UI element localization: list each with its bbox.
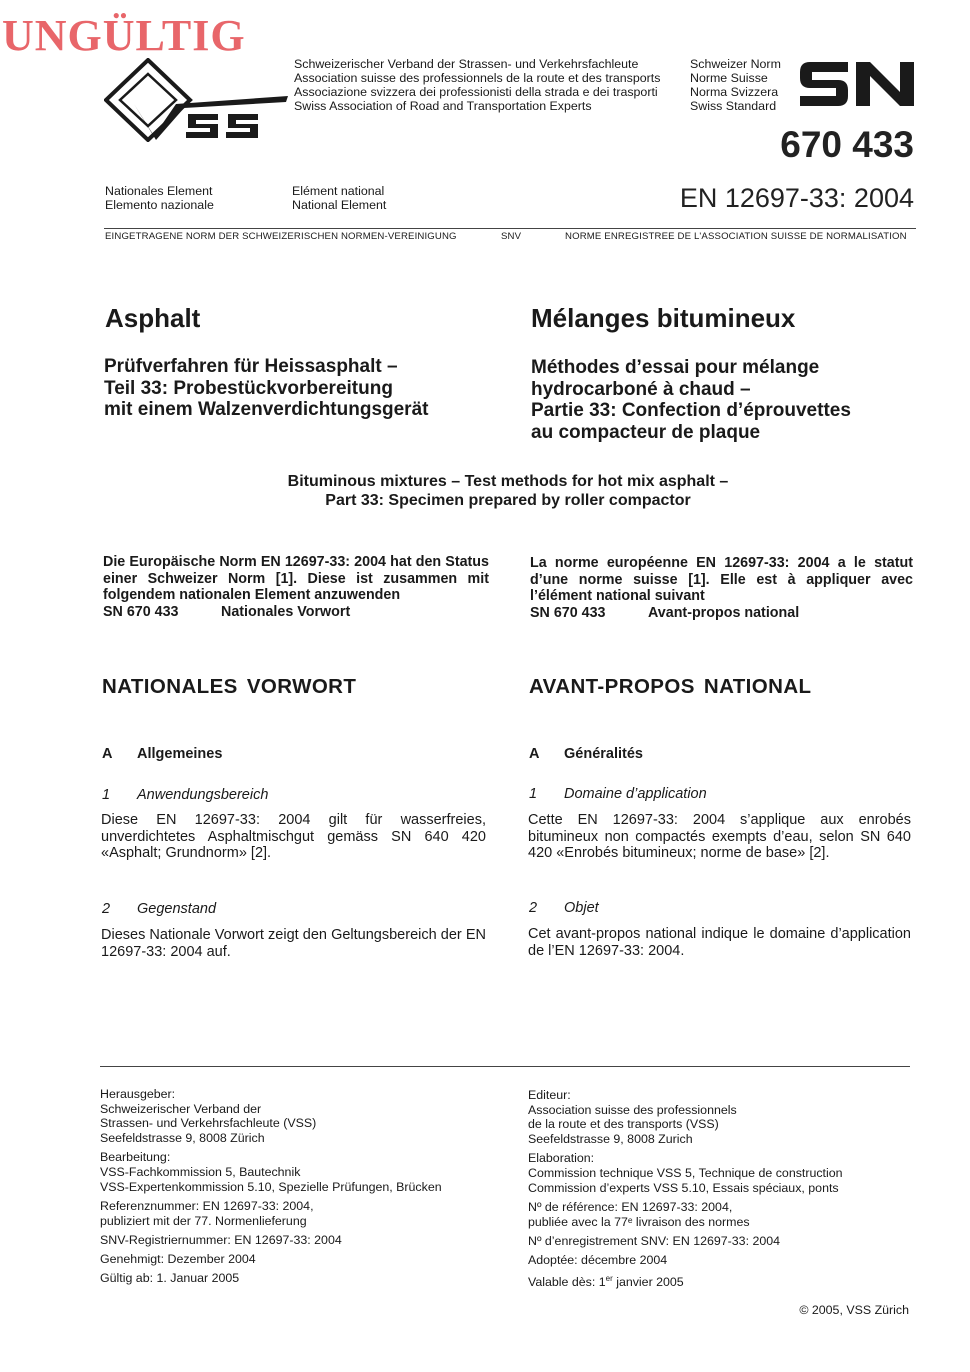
valid-from-de: Gültig ab: 1. Januar 2005 bbox=[100, 1271, 240, 1286]
section-a-fr bbox=[529, 746, 643, 762]
paragraph-scope-fr: Cette EN 12697-33: 2004 s’applique aux enrobés bitumineux non compactés exempts d’eau, selon SN 640 420 «Enrobés bitumineux; norme de base» [2]. bbox=[528, 812, 911, 861]
snv-number-fr: Nº d’enregistrement SNV: EN 12697-33: 2004 bbox=[528, 1233, 781, 1248]
association-name-fr: Association suisse des professionnels de la route et des transports bbox=[294, 71, 661, 85]
norm-type-de: Schweizer Norm bbox=[690, 57, 781, 71]
subsection-number: 2 bbox=[102, 901, 111, 917]
national-element-de-line: Nationales Element bbox=[105, 184, 213, 198]
subtitle-fr-line: hydrocarboné à chaud – bbox=[531, 378, 751, 400]
norm-type bbox=[690, 57, 781, 113]
status-sn-de: SN 670 433 bbox=[103, 603, 179, 620]
publisher-address: Seefeldstrasse 9, 8008 Zürich bbox=[100, 1131, 265, 1146]
subtitle-en bbox=[0, 472, 970, 510]
registration-de: EINGETRAGENE NORM DER SCHWEIZERISCHEN NORMEN-VEREINIGUNG bbox=[105, 231, 457, 242]
status-sn-fr: SN 670 433 bbox=[530, 604, 606, 621]
copyright: © 2005, VSS Zürich bbox=[799, 1303, 909, 1317]
subtitle-fr-line: au compacteur de plaque bbox=[531, 421, 761, 443]
title-fr: Mélanges bitumineux bbox=[531, 303, 796, 333]
editing-line: VSS-Fachkommission 5, Bautechnik bbox=[100, 1165, 301, 1180]
approved-fr: Adoptée: décembre 2004 bbox=[528, 1253, 668, 1268]
reference-de bbox=[100, 1199, 500, 1228]
sn-logo bbox=[798, 58, 916, 110]
status-element-de bbox=[103, 604, 489, 621]
subsection-number: 2 bbox=[529, 900, 538, 916]
subsection-label: Domaine d’application bbox=[564, 786, 707, 802]
subtitle-en-line: Part 33: Specimen prepared by roller compactor bbox=[325, 492, 691, 509]
subsection-label: Objet bbox=[564, 900, 599, 916]
subsection-label: Anwendungsbereich bbox=[137, 787, 269, 803]
subtitle-de bbox=[104, 356, 428, 421]
editing-label: Elaboration: bbox=[528, 1151, 595, 1166]
national-element-de bbox=[105, 184, 214, 212]
editing-line: Commission d’experts VSS 5.10, Essais spéciaux, ponts bbox=[528, 1180, 839, 1195]
heading-fr: AVANT-PROPOS NATIONAL bbox=[529, 675, 812, 698]
reference-line: publiziert mit der 77. Normenlieferung bbox=[100, 1213, 307, 1228]
subtitle-de-line: Prüfverfahren für Heissasphalt – bbox=[104, 356, 398, 377]
registration-fr: NORME ENREGISTREE DE L'ASSOCIATION SUISSE DE NORMALISATION bbox=[565, 231, 907, 242]
registration-snv: SNV bbox=[501, 231, 522, 242]
paragraph-object-de: Dieses Nationale Vorwort zeigt den Geltungsbereich der EN 12697-33: 2004 auf. bbox=[101, 927, 486, 960]
subsection-1-de bbox=[102, 787, 268, 803]
status-text-fr: La norme européenne EN 12697-33: 2004 a le statut d’une norme suisse [1]. Elle est à appliquer avec l’élément national suivant bbox=[530, 555, 913, 604]
valid-suffix: janvier 2005 bbox=[612, 1275, 684, 1290]
national-element-fr-line: Elément national bbox=[292, 184, 385, 198]
status-statement-de bbox=[103, 554, 489, 620]
publisher-label: Herausgeber: bbox=[100, 1087, 176, 1101]
norm-type-fr: Norme Suisse bbox=[690, 71, 768, 85]
national-element-fr bbox=[292, 184, 386, 212]
footer-divider bbox=[100, 1066, 910, 1067]
snv-number-de: SNV-Registriernummer: EN 12697-33: 2004 bbox=[100, 1232, 342, 1247]
editing-line: Commission technique VSS 5, Technique de construction bbox=[528, 1166, 843, 1181]
status-element-fr bbox=[530, 605, 913, 622]
association-name-en: Swiss Association of Road and Transportation Experts bbox=[294, 99, 592, 113]
status-element-name-de: Nationales Vorwort bbox=[221, 603, 351, 620]
section-label: Généralités bbox=[564, 746, 643, 762]
editing-line: VSS-Expertenkommission 5.10, Spezielle Prüfungen, Brücken bbox=[100, 1179, 442, 1194]
reference-line: Referenznummer: EN 12697-33: 2004, bbox=[100, 1198, 314, 1213]
subtitle-de-line: mit einem Walzenverdichtungsgerät bbox=[104, 399, 429, 420]
publisher-line: Strassen- und Verkehrsfachleute (VSS) bbox=[100, 1116, 317, 1131]
national-element-en-line: National Element bbox=[292, 198, 387, 212]
association-names bbox=[294, 57, 660, 113]
national-element-it-line: Elemento nazionale bbox=[105, 198, 214, 212]
publisher-line: Association suisse des professionnels bbox=[528, 1102, 737, 1117]
subsection-2-fr bbox=[529, 900, 599, 916]
editing-fr bbox=[528, 1151, 928, 1195]
subsection-2-de bbox=[102, 901, 216, 917]
publisher-line: de la route et des transports (VSS) bbox=[528, 1117, 719, 1132]
invalid-stamp: UNGÜLTIG bbox=[2, 11, 246, 60]
norm-number: 670 433 bbox=[780, 124, 914, 165]
publisher-line: Schweizerischer Verband der bbox=[100, 1101, 262, 1116]
status-text-de: Die Europäische Norm EN 12697-33: 2004 hat den Status einer Schweizer Norm [1]. Diese ist zusammen mit folgendem nationalen Element anzuwenden bbox=[103, 554, 489, 603]
valid-ordinal: er bbox=[605, 1274, 613, 1284]
publisher-address: Seefeldstrasse 9, 8008 Zurich bbox=[528, 1132, 693, 1147]
editing-de bbox=[100, 1150, 500, 1194]
reference-line: publiée avec la 77ᵉ livraison des normes bbox=[528, 1214, 750, 1229]
section-label: Allgemeines bbox=[137, 746, 223, 762]
subsection-number: 1 bbox=[102, 787, 111, 803]
subtitle-de-line: Teil 33: Probestückvorbereitung bbox=[104, 377, 393, 399]
status-statement-fr bbox=[530, 555, 913, 621]
norm-type-en: Swiss Standard bbox=[690, 99, 777, 113]
en-reference: EN 12697-33: 2004 bbox=[679, 183, 914, 213]
subtitle-en-line: Bituminous mixtures – Test methods for hot mix asphalt – bbox=[287, 473, 729, 490]
paragraph-scope-de: Diese EN 12697-33: 2004 gilt für wasserfreies, unverdichtetes Asphaltmischgut gemäss SN 640 420 «Asphalt; Grundnorm» [2]. bbox=[101, 812, 486, 861]
subsection-1-fr bbox=[529, 786, 707, 802]
valid-from-fr bbox=[528, 1272, 928, 1290]
vss-logo bbox=[104, 58, 288, 142]
title-de: Asphalt bbox=[105, 303, 201, 333]
valid-prefix: Valable dès: 1 bbox=[528, 1275, 606, 1290]
publisher-label: Editeur: bbox=[528, 1088, 571, 1102]
approved-de: Genehmigt: Dezember 2004 bbox=[100, 1252, 256, 1267]
header-divider bbox=[104, 228, 916, 229]
status-element-name-fr: Avant-propos national bbox=[648, 604, 800, 621]
section-number: A bbox=[102, 746, 113, 762]
imprint-de bbox=[100, 1087, 500, 1290]
association-name-it: Associazione svizzera dei professionisti della strada e dei trasporti bbox=[294, 85, 658, 99]
subtitle-fr-line: Partie 33: Confection d’éprouvettes bbox=[531, 400, 851, 421]
reference-fr bbox=[528, 1200, 928, 1229]
editing-label: Bearbeitung: bbox=[100, 1150, 171, 1165]
subtitle-fr-line: Méthodes d’essai pour mélange bbox=[531, 357, 820, 378]
subtitle-fr bbox=[531, 357, 851, 443]
imprint-fr bbox=[528, 1088, 928, 1295]
reference-line: Nº de référence: EN 12697-33: 2004, bbox=[528, 1199, 733, 1214]
norm-type-it: Norma Svizzera bbox=[690, 85, 779, 99]
section-a-de bbox=[102, 746, 222, 762]
paragraph-object-fr: Cet avant-propos national indique le domaine d’application de l’EN 12697-33: 2004. bbox=[528, 926, 911, 959]
publisher-de bbox=[100, 1087, 500, 1146]
heading-de: NATIONALES VORWORT bbox=[102, 675, 357, 698]
section-number: A bbox=[529, 746, 540, 762]
association-name-de: Schweizerischer Verband der Strassen- und Verkehrsfachleute bbox=[294, 57, 639, 71]
publisher-fr bbox=[528, 1088, 928, 1147]
subsection-number: 1 bbox=[529, 786, 538, 802]
subsection-label: Gegenstand bbox=[137, 901, 217, 917]
